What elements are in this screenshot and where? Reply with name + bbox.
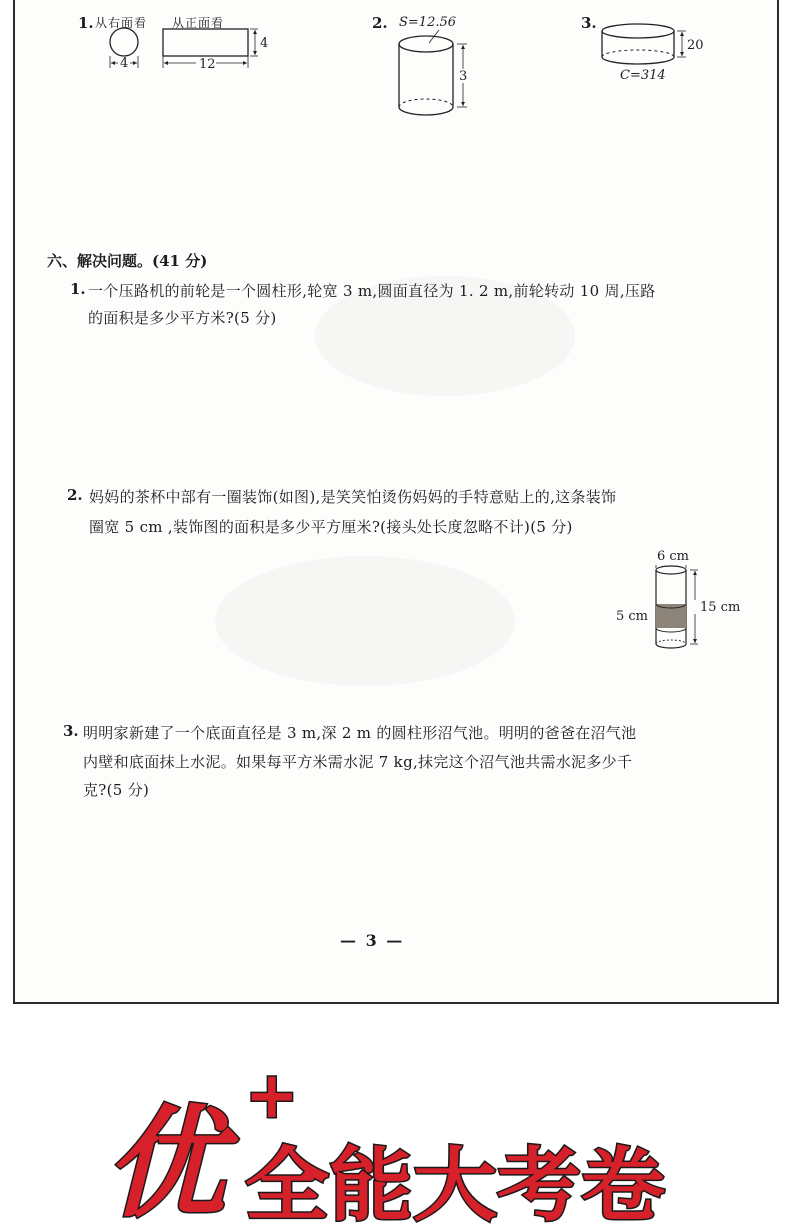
problem-2-teacup-figure bbox=[610, 548, 750, 663]
teacup-diameter-label: 6 cm bbox=[657, 549, 690, 564]
figure-3-height-label: 20 bbox=[687, 38, 704, 53]
figure-1-height-label: 4 bbox=[260, 36, 269, 51]
problem-1-text-line-2: 的面积是多少平方米?(5 分) bbox=[88, 309, 277, 327]
problem-3-text-line-2: 内壁和底面抹上水泥。如果每平方米需水泥 7 kg,抹完这个沼气池共需水泥多少千 bbox=[83, 753, 633, 771]
brand-logo-char-you: 优 bbox=[105, 1095, 225, 1225]
brand-logo bbox=[95, 1055, 695, 1225]
brand-logo-title: 全能大考卷 bbox=[245, 1139, 665, 1225]
figure-2-area-label: S=12.56 bbox=[399, 15, 457, 30]
problem-2-number: 2. bbox=[67, 486, 83, 504]
page-number: — 3 — bbox=[340, 931, 405, 950]
problem-2-text-line-1: 妈妈的茶杯中部有一圈装饰(如图),是笑笑怕烫伤妈妈的手特意贴上的,这条装饰 bbox=[89, 488, 617, 506]
problem-3-text-line-3: 克?(5 分) bbox=[83, 781, 150, 799]
problem-3-number: 3. bbox=[63, 722, 79, 740]
figure-1-caption-front-view: 从正面看 bbox=[172, 16, 225, 30]
exam-page bbox=[13, 0, 779, 1004]
figure-3-circumference-label: C=314 bbox=[620, 68, 666, 83]
figure-2-cylinder-drawing bbox=[393, 11, 483, 126]
teacup-band-width-label: 5 cm bbox=[616, 609, 649, 624]
figure-1-length-label: 12 bbox=[199, 57, 216, 72]
section-heading: 六、解决问题。(41 分) bbox=[47, 252, 208, 270]
figure-1-width-label: 4 bbox=[120, 56, 129, 71]
figure-2-label: 2. bbox=[372, 14, 388, 32]
figure-3-label: 3. bbox=[581, 14, 597, 32]
problem-1-number: 1. bbox=[70, 280, 86, 298]
brand-logo-plus: + bbox=[245, 1059, 299, 1133]
figure-3-cylinder-drawing bbox=[600, 21, 730, 86]
figure-1-views-drawing bbox=[100, 26, 290, 76]
figure-2-height-label: 3 bbox=[459, 69, 468, 84]
problem-2-text-line-2: 圈宽 5 cm ,装饰图的面积是多少平方厘米?(接头处长度忽略不计)(5 分) bbox=[89, 518, 573, 536]
figure-1-label: 1. bbox=[78, 14, 94, 32]
figure-1-caption-right-view: 从右面看 bbox=[95, 16, 148, 30]
problem-3-text-line-1: 明明家新建了一个底面直径是 3 m,深 2 m 的圆柱形沼气池。明明的爸爸在沼气池 bbox=[83, 724, 637, 742]
scan-smudge bbox=[215, 556, 515, 686]
problem-1-text-line-1: 一个压路机的前轮是一个圆柱形,轮宽 3 m,圆面直径为 1. 2 m,前轮转动 10 周,压路 bbox=[88, 282, 656, 300]
teacup-height-label: 15 cm bbox=[700, 600, 741, 615]
